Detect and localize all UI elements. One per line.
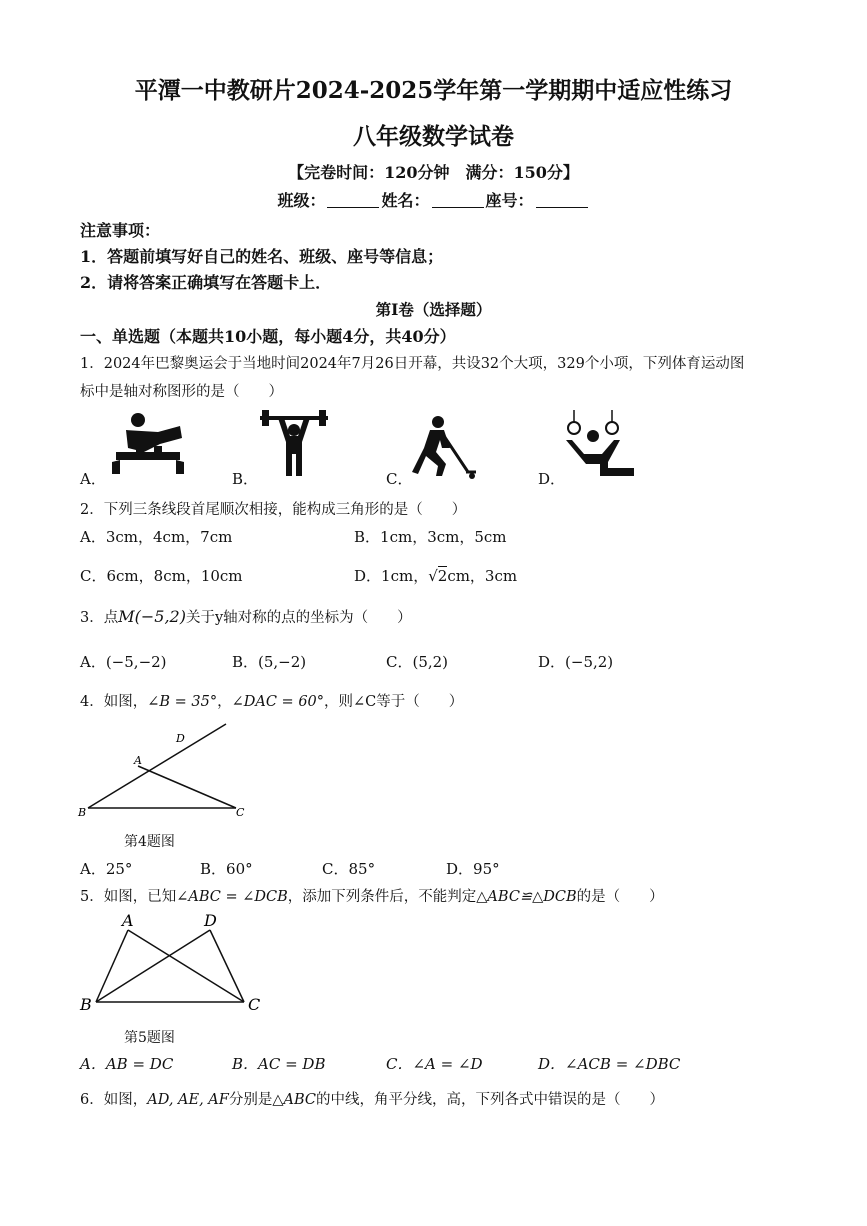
q3-point: M(−5,2) [118,607,186,626]
q1-option-b: B． [232,470,259,488]
name-blank [432,193,484,208]
q4-option-c: C．85° [322,860,376,878]
q2-option-a: A．3cm，4cm，7cm [80,528,233,546]
q4-label-c: C [236,806,245,819]
q6-suffix: 的中线，角平分线，高，下列各式中错误的是（ ） [316,1092,664,1108]
q4-suffix: ，则∠C等于（ ） [324,694,464,710]
q3-option-b: B．(5,−2) [232,653,307,671]
sqrt-symbol: √ [428,567,438,585]
q2-option-b: B．1cm，3cm，5cm [354,528,507,546]
q3-prefix: 3．点 [80,610,119,626]
q6-middle: 分别是 [228,1092,273,1108]
q2-stem: 2．下列三条线段首尾顺次相接，能构成三角形的是（ ） [80,502,467,518]
q5-suffix: 的是（ ） [576,889,664,905]
q3-option-c: C．(5,2) [386,653,449,671]
q2-option-d-suffix: cm，3cm [447,567,518,585]
q4-caption: 第4题图 [124,834,175,850]
q4-prefix: 4．如图， [80,694,148,710]
exam-title: 平潭一中教研片2024-2025学年第一学期期中适应性练习 [134,77,733,104]
q5-condition: ∠ABC = ∠DCB [176,889,288,905]
q6-segments: AD, AE, AF [147,1092,229,1108]
q5-stem [80,885,664,906]
hockey-icon [410,414,480,480]
q5-congruence: △ABC≌△DCB [476,889,577,905]
pommel-horse-icon [108,408,188,478]
q4-label-b: B [78,806,87,819]
q4-stem [80,690,463,711]
q4-label-d: D [176,732,185,745]
weightlifting-icon [258,410,330,478]
q4-option-b: B．60° [200,860,253,878]
q4-option-a: A．25° [80,860,133,878]
notice-item-1: 1．答题前填写好自己的姓名、班级、座号等信息； [80,247,444,266]
q6-stem [80,1088,664,1109]
q2-option-d-prefix: D．1cm， [354,567,429,585]
q5-option-a: A．AB = DC [80,1055,174,1073]
q1-line1: 1．2024年巴黎奥运会于当地时间2024年7月26日开幕，共设32个大项，329个小项，下列体育运动图 [80,356,745,372]
name-label: 姓名： [381,191,430,210]
q5-option-d: D．∠ACB = ∠DBC [538,1055,681,1073]
q5-option-b: B．AC = DB [232,1055,326,1073]
q3-option-a: A．(−5,−2) [80,653,167,671]
q3-suffix: 关于y轴对称的点的坐标为（ ） [185,610,412,626]
q1-option-c: C． [386,470,413,488]
q3-option-d: D．(−5,2) [538,653,614,671]
student-info [0,188,867,211]
q2-option-c: C．6cm，8cm，10cm [80,567,243,585]
q5-label-b: B [80,995,92,1014]
class-blank [327,193,379,208]
q6-triangle: △ABC [272,1092,316,1108]
q4-condition-2: ∠DAC = 60° [231,694,325,710]
section-title: 第Ⅰ卷（选择题） [375,300,492,319]
exam-meta: 【完卷时间：120分钟 满分：150分】 [288,163,579,182]
q4-condition-1: ∠B = 35° [147,694,218,710]
q4-label-a: A [134,754,142,767]
part-title: 一、单选题（本题共10小题，每小题4分，共40分） [80,327,456,346]
q5-middle: ，添加下列条件后，不能判定 [287,889,477,905]
q6-prefix: 6．如图， [80,1092,148,1108]
q2-option-d [354,565,517,586]
q5-prefix: 5．如图，已知 [80,889,177,905]
rings-gymnastics-icon [562,410,638,478]
class-label: 班级： [277,191,326,210]
q4-figure [76,720,245,820]
q4-option-d: D．95° [446,860,500,878]
q4-separator: ， [217,694,232,710]
seat-blank [536,193,588,208]
q5-label-a: A [122,911,134,930]
q5-label-d: D [204,911,217,930]
q3-stem [80,606,412,627]
seat-label: 座号： [485,191,534,210]
q5-label-c: C [248,995,261,1014]
notice-heading: 注意事项： [80,221,161,240]
q1-option-a: A． [80,470,106,488]
q5-caption: 第5题图 [124,1030,175,1046]
notice-item-2: 2．请将答案正确填写在答题卡上． [80,273,332,292]
q1-option-d: D． [538,470,566,488]
q1-line2: 标中是轴对称图形的是（ ） [80,384,283,400]
q5-figure [76,910,266,1016]
q2-option-d-radicand: 2 [437,567,448,585]
q5-option-c: C．∠A = ∠D [386,1055,483,1073]
exam-subtitle: 八年级数学试卷 [353,123,514,150]
